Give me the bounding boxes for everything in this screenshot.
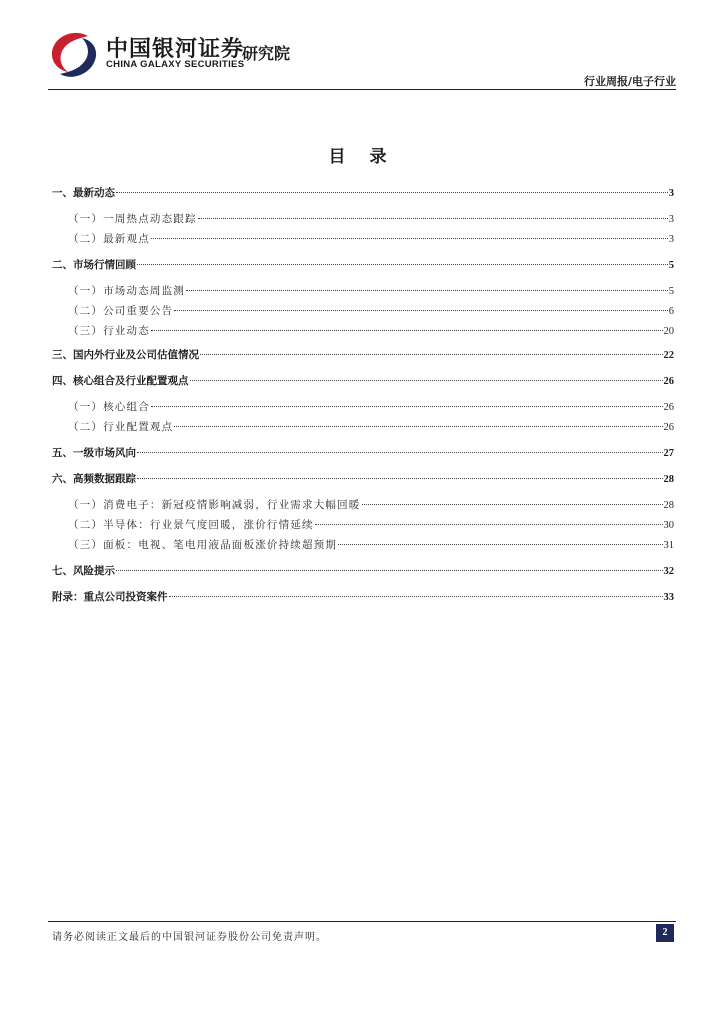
toc-entry[interactable] [52,496,674,514]
toc-entry[interactable] [52,184,674,202]
toc-dot-leader [116,570,663,571]
toc-entry-label: 一、最新动态 [52,187,115,199]
toc-entry-label: （二）半导体：行业景气度回暖，涨价行情延续 [68,519,314,531]
toc-entry-label: （二）行业配置观点 [68,421,174,433]
toc-entry-page: 6 [668,306,674,317]
toc-entry-page: 26 [663,402,674,413]
toc-dot-leader [169,596,663,597]
toc-entry-page: 28 [663,500,674,511]
toc-entry[interactable] [52,282,674,300]
disclaimer-text: 请务必阅读正文最后的中国银河证券股份公司免责声明。 [52,932,327,943]
toc-entry[interactable] [52,256,674,274]
toc-entry-label: （一）一周热点动态跟踪 [68,213,197,225]
toc-entry-label: （三）行业动态 [68,325,150,337]
toc-dot-leader [315,524,663,525]
toc-entry[interactable] [52,562,674,580]
toc-entry-label: （二）公司重要公告 [68,305,174,317]
toc-entry-page: 27 [663,448,674,459]
toc-entry[interactable] [52,470,674,488]
report-type: 行业周报/电子行业 [583,75,676,88]
toc-entry[interactable] [52,322,674,340]
toc-entry-page: 3 [668,234,674,245]
toc-entry-label: （一）消费电子：新冠疫情影响减弱，行业需求大幅回暖 [68,499,361,511]
toc-entry-label: （一）市场动态周监测 [68,285,185,297]
toc-dot-leader [151,406,663,407]
toc-entry-label: 七、风险提示 [52,565,115,577]
toc-entry-page: 3 [668,188,674,199]
toc-dot-leader [200,354,663,355]
toc-entry[interactable] [52,588,674,606]
toc-entry-label: 附录：重点公司投资案件 [52,591,168,603]
toc-entry-page: 32 [663,566,674,577]
toc-entry-label: （二）最新观点 [68,233,150,245]
institute-label: 研究院 [242,44,291,63]
header-divider [48,89,676,90]
toc-entry[interactable] [52,346,674,364]
toc-entry-page: 33 [663,592,674,603]
toc-dot-leader [174,310,667,311]
toc-dot-leader [116,192,668,193]
toc-entry-page: 26 [663,376,674,387]
toc-entry-page: 26 [663,422,674,433]
toc-entry-label: 四、核心组合及行业配置观点 [52,375,189,387]
toc-entry-page: 5 [668,260,674,271]
toc-entry[interactable] [52,230,674,248]
galaxy-logo-icon [48,30,100,78]
toc-dot-leader [137,478,663,479]
toc-entry-label: 三、国内外行业及公司估值情况 [52,349,199,361]
toc-dot-leader [186,290,668,291]
toc-entry-page: 31 [663,540,674,551]
toc-dot-leader [151,238,668,239]
toc-dot-leader [338,544,662,545]
toc-entry-page: 22 [663,350,674,361]
toc-entry[interactable] [52,302,674,320]
toc-entry-label: 二、市场行情回顾 [52,259,136,271]
report-header [48,28,676,92]
page-number-badge: 2 [656,924,674,942]
toc-dot-leader [151,330,663,331]
toc-entry-page: 28 [663,474,674,485]
toc-entry[interactable] [52,536,674,554]
toc-title: 目 录 [328,147,396,167]
toc-entry-label: 六、高频数据跟踪 [52,473,136,485]
toc-dot-leader [137,264,668,265]
toc-entry-page: 30 [663,520,674,531]
toc-entry[interactable] [52,444,674,462]
toc-entry[interactable] [52,516,674,534]
brand-name-en: CHINA GALAXY SECURITIES [106,59,245,70]
toc-entry-page: 3 [668,214,674,225]
footer-divider [48,921,676,922]
toc-dot-leader [362,504,663,505]
toc-entry-label: （一）核心组合 [68,401,150,413]
toc-entry-page: 20 [663,326,674,337]
toc-entry[interactable] [52,418,674,436]
toc-dot-leader [198,218,668,219]
toc-entry-label: （三）面板：电视、笔电用液晶面板涨价持续超预期 [68,539,338,551]
toc-entry[interactable] [52,210,674,228]
brand-name-cn: 中国银河证券 [106,37,245,62]
toc-entry[interactable] [52,372,674,390]
toc-dot-leader [137,452,663,453]
toc-dot-leader [190,380,663,381]
toc-entry[interactable] [52,398,674,416]
toc-entry-page: 5 [668,286,674,297]
toc-dot-leader [174,426,662,427]
toc-entry-label: 五、一级市场风向 [52,447,136,459]
